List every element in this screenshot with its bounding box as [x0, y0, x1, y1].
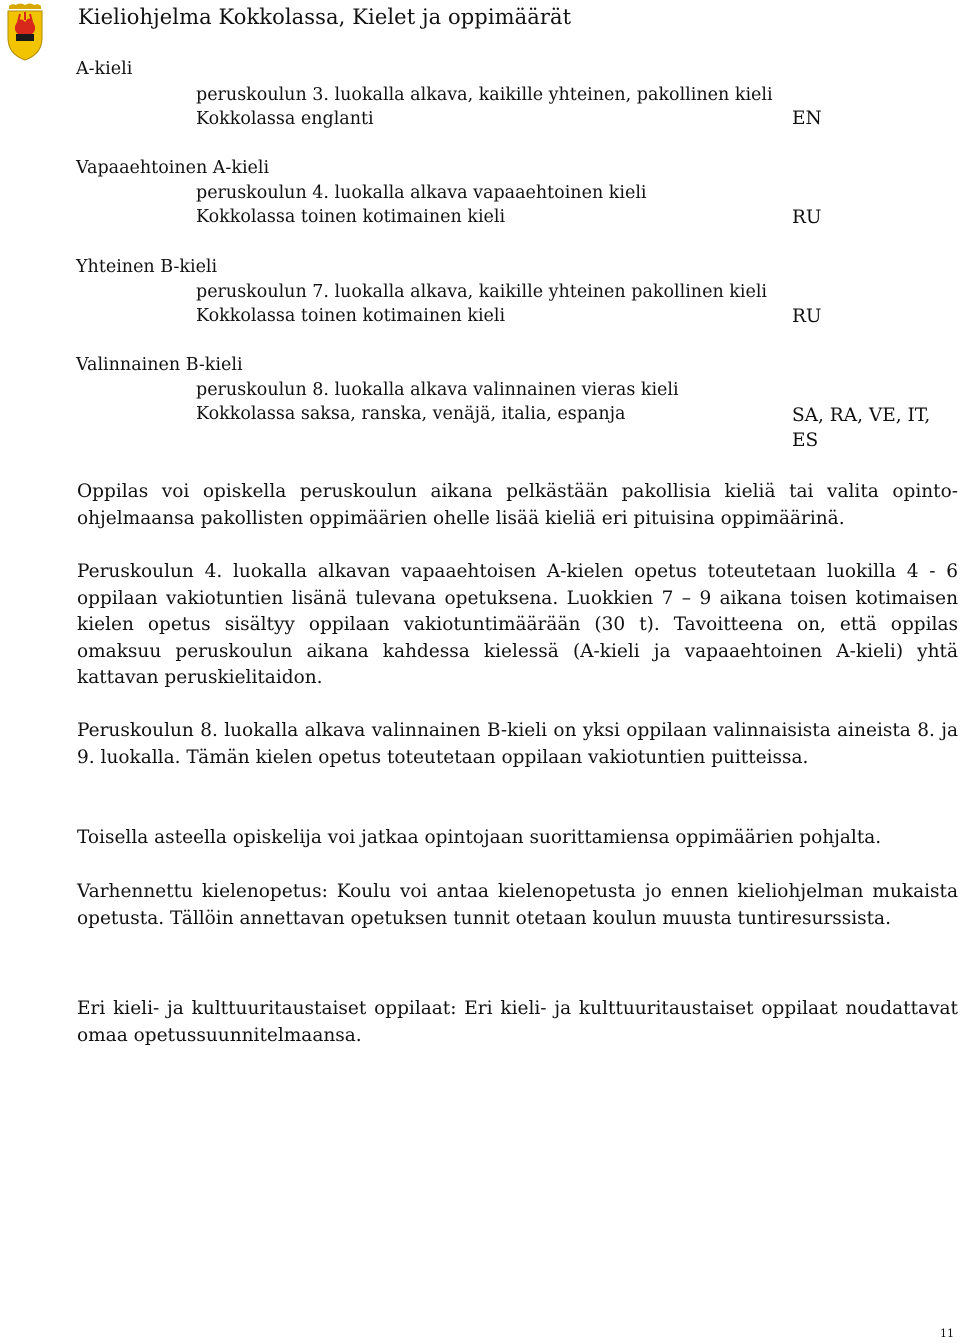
coat-of-arms-logo	[4, 2, 46, 62]
page-number: 11	[940, 1327, 954, 1340]
section-heading-valinnainen-b-kieli: Valinnainen B-kieli	[76, 355, 243, 375]
language-code-continued: ES	[792, 430, 819, 451]
language-code: RU	[792, 306, 822, 327]
section-kokkola-line: Kokkolassa toinen kotimainen kieli	[196, 306, 506, 326]
section-heading-yhteinen-b-kieli: Yhteinen B-kieli	[76, 257, 218, 277]
section-heading-a-kieli: A-kieli	[76, 59, 133, 79]
section-kokkola-line: Kokkolassa englanti	[196, 109, 374, 129]
paragraph-oppilas: Oppilas voi opiskella peruskoulun aikana pelkästään pakollisia kieliä tai valita opinto-ohjelmaansa pakollisten oppimäärien ohelle lisää kieliä eri pituisina oppimäärinä.	[77, 481, 958, 529]
section-description: peruskoulun 7. luokalla alkava, kaikille yhteinen pakollinen kieli	[196, 282, 768, 302]
section-heading-vapaaehtoinen-a-kieli: Vapaaehtoinen A-kieli	[76, 158, 270, 178]
paragraph-eri-kieli: Eri kieli- ja kulttuuritaustaiset oppilaat: Eri kieli- ja kulttuuritaustaiset oppilaat noudattavat omaa opetussuunnitelmaansa.	[77, 998, 958, 1046]
language-code: RU	[792, 207, 822, 228]
section-description: peruskoulun 3. luokalla alkava, kaikille yhteinen, pakollinen kieli	[196, 85, 773, 105]
page-title: Kieliohjelma Kokkolassa, Kielet ja oppimäärät	[78, 5, 572, 29]
paragraph-valinnainen-b-kieli: Peruskoulun 8. luokalla alkava valinnainen B-kieli on yksi oppilaan valinnaisista aineista 8. ja 9. luokalla. Tämän kielen opetus toteutetaan oppilaan vakiotuntien puitteissa.	[77, 720, 958, 768]
section-description: peruskoulun 4. luokalla alkava vapaaehtoinen kieli	[196, 183, 647, 203]
paragraph-toinen-aste: Toisella asteella opiskelija voi jatkaa opintojaan suorittamiensa oppimäärien pohjalta.	[77, 827, 882, 848]
section-description: peruskoulun 8. luokalla alkava valinnainen vieras kieli	[196, 380, 679, 400]
section-kokkola-line: Kokkolassa toinen kotimainen kieli	[196, 207, 506, 227]
paragraph-vapaaehtoinen-a-kieli: Peruskoulun 4. luokalla alkavan vapaaehtoisen A-kielen opetus toteutetaan luokilla 4 - 6 oppilaan vakiotuntien lisänä tulevana opetuksena. Luokkien 7 – 9 aikana toisen kotimaisen kielen opetus sisältyy oppilaan vakiotuntimäärään (30 t). Tavoitteena on, että oppilas omaksuu peruskoulun aikana kahdessa kielessä (A-kieli ja vapaaehtoinen A-kieli) yhtä kattavan peruskielitaidon.	[77, 561, 958, 688]
language-code: EN	[792, 108, 822, 129]
section-kokkola-line: Kokkolassa saksa, ranska, venäjä, italia, espanja	[196, 404, 626, 424]
language-code: SA, RA, VE, IT,	[792, 405, 931, 426]
paragraph-varhennettu: Varhennettu kielenopetus: Koulu voi antaa kielenopetusta jo ennen kieliohjelman mukaista opetusta. Tällöin annettavan opetuksen tunnit otetaan koulun muusta tuntiresurssista.	[77, 881, 958, 929]
